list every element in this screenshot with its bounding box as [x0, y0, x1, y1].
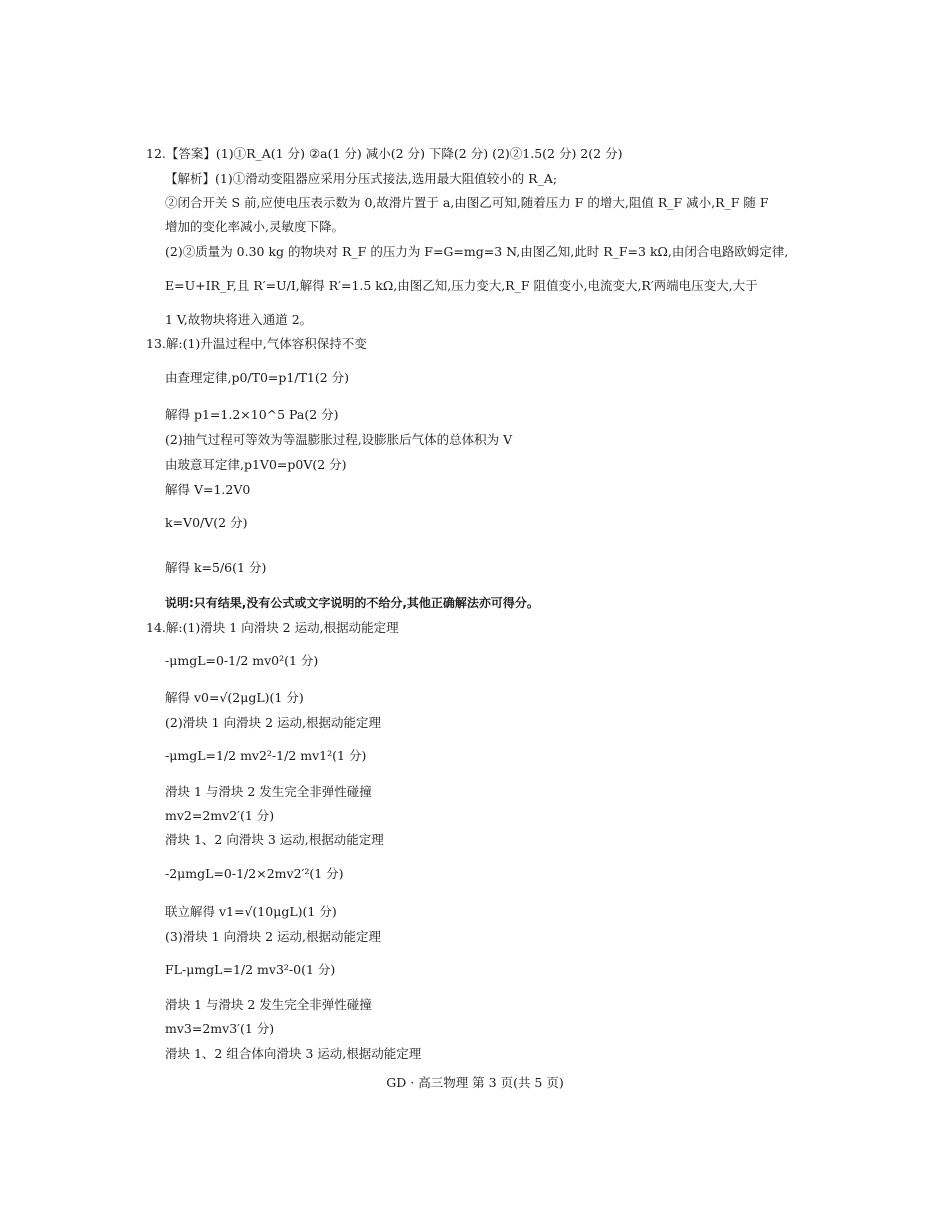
q13-line-7: k=V0/V(2 分)	[165, 515, 248, 530]
q12-analysis-text-1: (1)①滑动变阻器应采用分压式接法,选用最大阻值较小的 R_A;	[215, 171, 558, 186]
q14-line-4: (2)滑块 1 向滑块 2 运动,根据动能定理	[165, 715, 381, 730]
q14-line-10: 联立解得 v1=√(10μgL)(1 分)	[165, 904, 337, 919]
q13-number: 13.	[146, 336, 166, 351]
q12-analysis-line-3: 增加的变化率减小,灵敏度下降。	[165, 219, 344, 234]
q14-line-12: FL-μmgL=1/2 mv3²-0(1 分)	[165, 962, 336, 977]
q14-line-11: (3)滑块 1 向滑块 2 运动,根据动能定理	[165, 929, 381, 944]
q13-line-2: 由查理定律,p0/T0=p1/T1(2 分)	[165, 370, 350, 385]
page-footer: GD · 高三物理 第 3 页(共 5 页)	[386, 1075, 564, 1090]
q12-analysis-line-2: ②闭合开关 S 前,应使电压表示数为 0,故滑片置于 a,由图乙可知,随着压力 F 的增大,阻值 R_F 减小,R_F 随 F	[165, 195, 769, 210]
q13-line-8: 解得 k=5/6(1 分)	[165, 560, 267, 575]
q13-line-3: 解得 p1=1.2×10^5 Pa(2 分)	[165, 407, 339, 422]
q12-analysis-label: 【解析】	[165, 171, 216, 186]
q12-analysis-line-5: E=U+IR_F,且 R′=U/I,解得 R′=1.5 kΩ,由图乙知,压力变大,R_F 阻值变小,电流变大,R′两端电压变大,大于	[165, 278, 758, 293]
q12-number: 12.	[146, 146, 166, 161]
q13-line-5: 由玻意耳定律,p1V0=p0V(2 分)	[165, 457, 347, 472]
q14-line-14: mv3=2mv3′(1 分)	[165, 1021, 275, 1036]
q12-answer-text: (1)①R_A(1 分) ②a(1 分) 减小(2 分) 下降(2 分) (2)②1.5(2 分) 2(2 分)	[215, 146, 623, 161]
q12-analysis-line-6: 1 V,故物块将进入通道 2。	[165, 312, 313, 327]
q12-analysis-line-1	[165, 171, 557, 187]
grading-note: 说明:只有结果,没有公式或文字说明的不给分,其他正确解法亦可得分。	[165, 596, 539, 610]
q13-line-6: 解得 V=1.2V0	[165, 482, 251, 497]
q14-line-6: 滑块 1 与滑块 2 发生完全非弹性碰撞	[165, 784, 372, 799]
q14-number: 14.	[146, 620, 166, 635]
q14-line-3: 解得 v0=√(2μgL)(1 分)	[165, 690, 304, 705]
q14-line-13: 滑块 1 与滑块 2 发生完全非弹性碰撞	[165, 997, 372, 1012]
q12-answer-label: 【答案】	[165, 146, 216, 161]
q12-analysis-line-4: (2)②质量为 0.30 kg 的物块对 R_F 的压力为 F=G=mg=3 N,由图乙知,此时 R_F=3 kΩ,由闭合电路欧姆定律,	[165, 244, 789, 259]
q14-line-7: mv2=2mv2′(1 分)	[165, 808, 275, 823]
q14-line-9: -2μmgL=0-1/2×2mv2′²(1 分)	[165, 866, 344, 881]
q14-line-15: 滑块 1、2 组合体向滑块 3 运动,根据动能定理	[165, 1046, 422, 1061]
q14-text-1: 解:(1)滑块 1 向滑块 2 运动,根据动能定理	[165, 620, 399, 635]
q13-line-1	[146, 336, 367, 352]
q14-line-2: -μmgL=0-1/2 mv0²(1 分)	[165, 653, 319, 668]
q13-text-1: 解:(1)升温过程中,气体容积保持不变	[165, 336, 367, 351]
q14-line-5: -μmgL=1/2 mv2²-1/2 mv1²(1 分)	[165, 748, 367, 763]
q14-line-1	[146, 620, 399, 636]
q12-answer-line	[146, 146, 622, 162]
q13-line-4: (2)抽气过程可等效为等温膨胀过程,设膨胀后气体的总体积为 V	[165, 432, 513, 447]
q14-line-8: 滑块 1、2 向滑块 3 运动,根据动能定理	[165, 832, 384, 847]
